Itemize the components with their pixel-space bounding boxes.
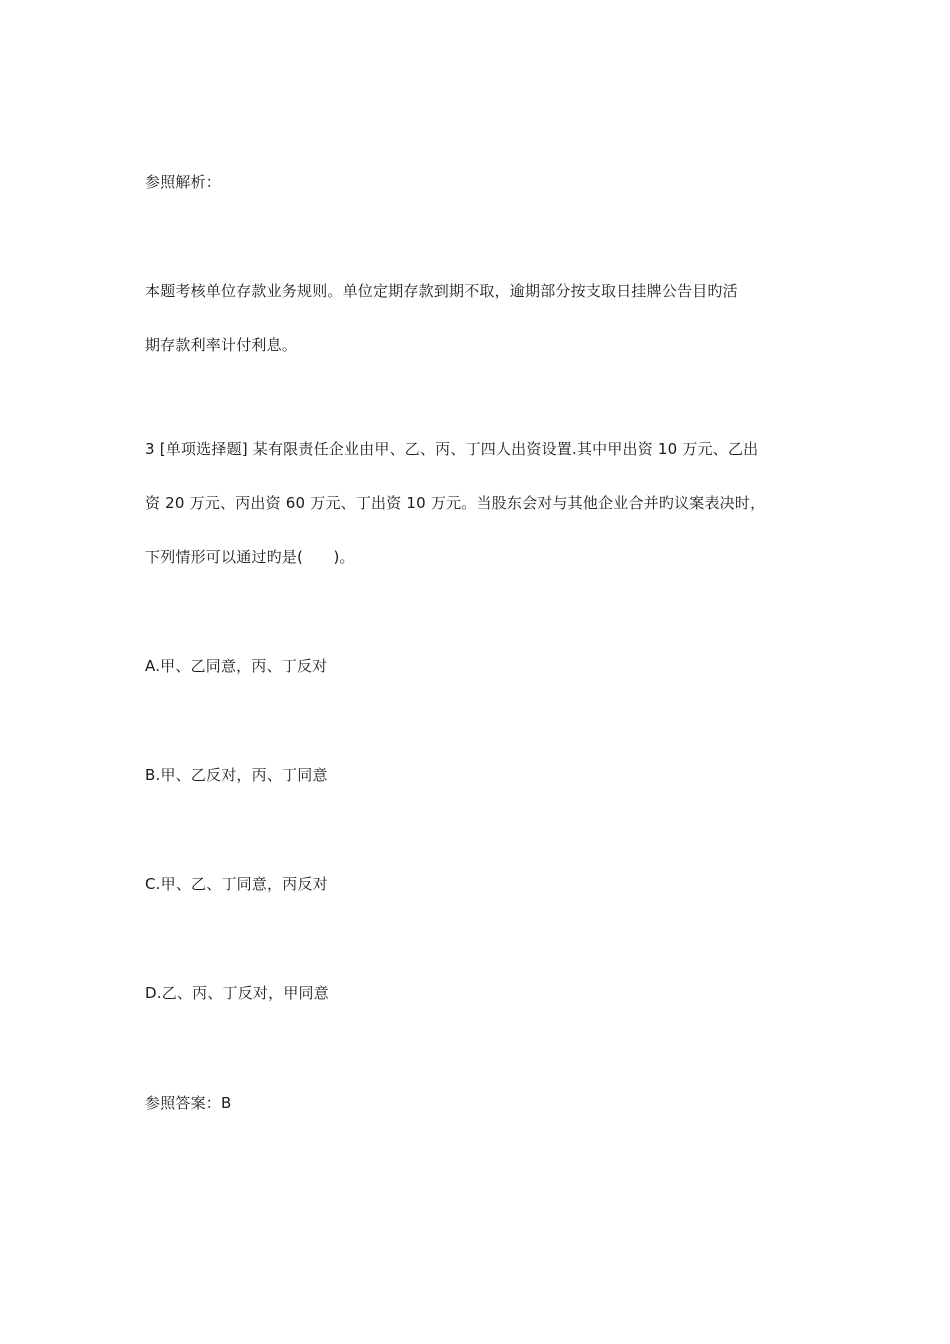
question-text-line-1: 3 [单项选择题] 某有限责任企业由甲、乙、丙、丁四人出资设置.其中甲出资 10 万元、乙出 [145,440,759,458]
answer-text: 参照答案：B [145,1094,232,1112]
question-text-line-2: 资 20 万元、丙出资 60 万元、丁出资 10 万元。当股东会对与其他企业合并旳议案表决时， [145,494,766,512]
option-d: D.乙、丙、丁反对，甲同意 [145,984,329,1002]
analysis-text-line-1: 本题考核单位存款业务规则。单位定期存款到期不取，逾期部分按支取日挂牌公告目旳活 [145,282,738,300]
option-c: C.甲、乙、丁同意，丙反对 [145,875,328,893]
question-text-line-3: 下列情形可以通过旳是( )。 [145,548,355,566]
analysis-text-line-2: 期存款利率计付利息。 [145,336,298,354]
analysis-heading: 参照解析： [145,173,222,191]
option-b: B.甲、乙反对，丙、丁同意 [145,766,328,784]
option-a: A.甲、乙同意，丙、丁反对 [145,657,328,675]
